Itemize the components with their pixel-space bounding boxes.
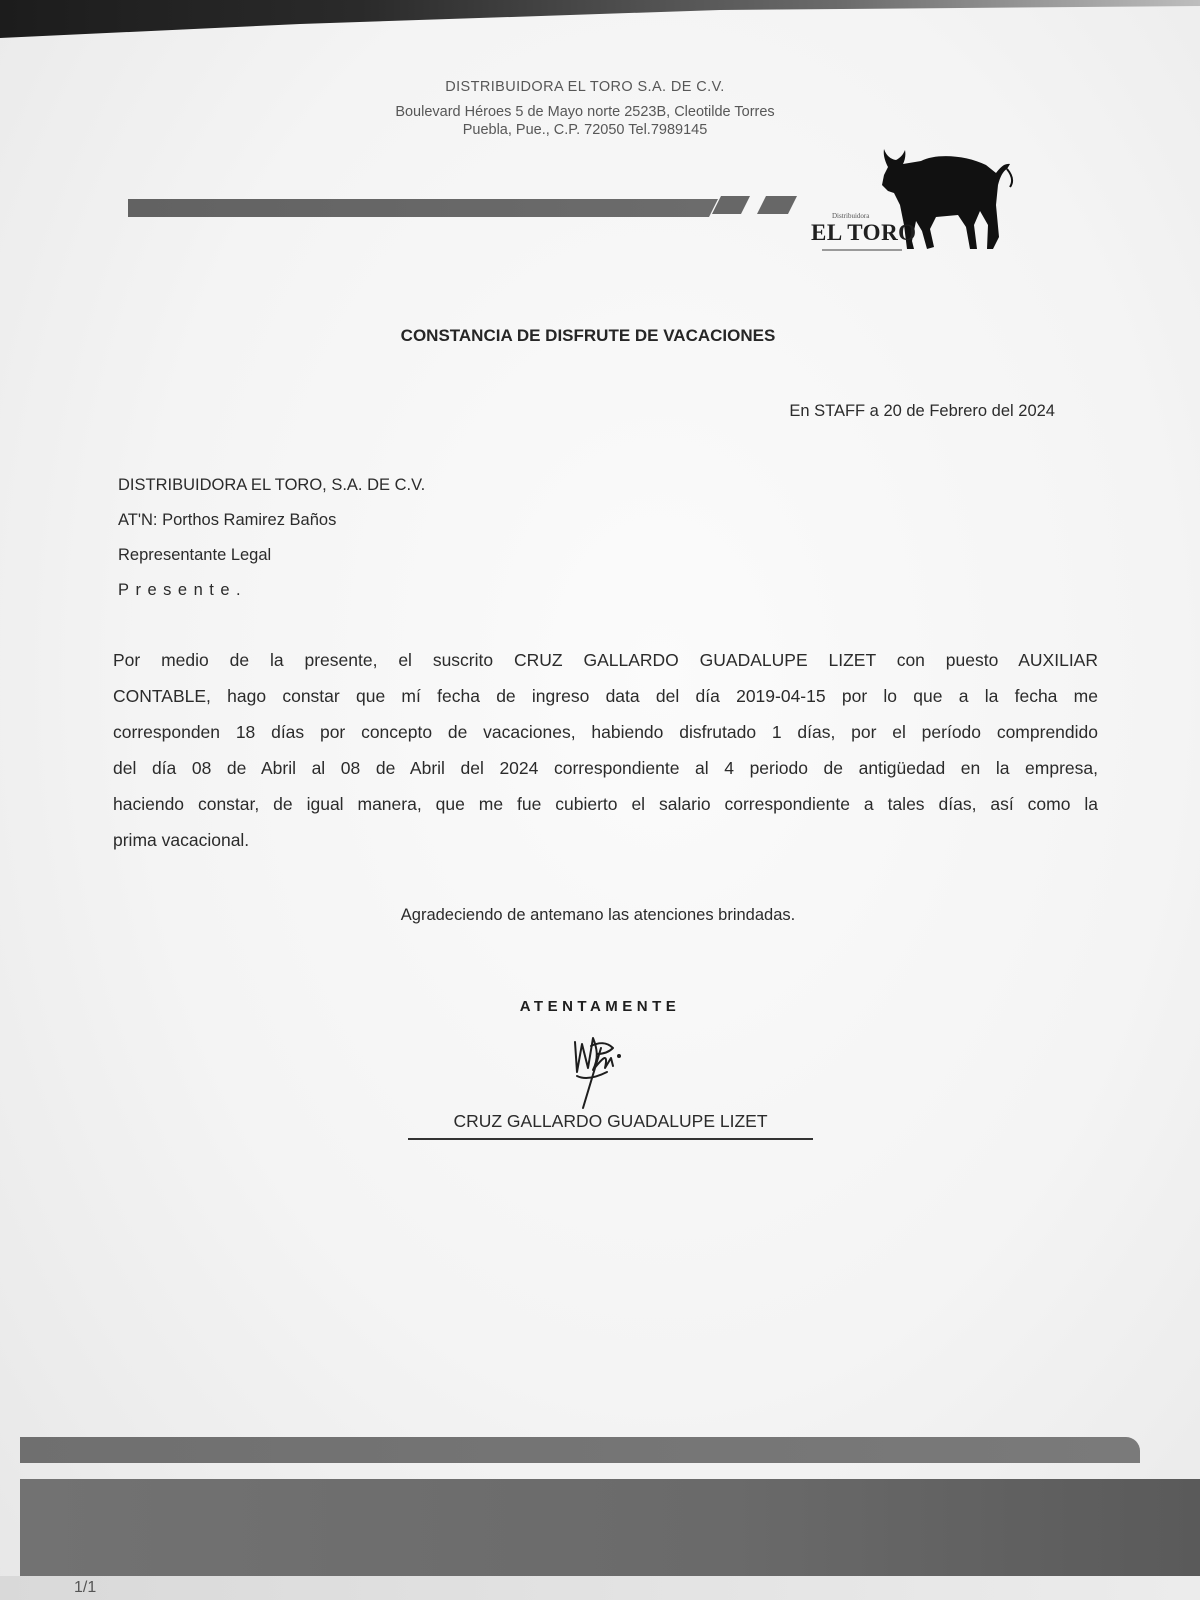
body-paragraph <box>113 642 1098 858</box>
letterhead-address-line2: Puebla, Pue., C.P. 72050 Tel.7989145 <box>462 122 708 138</box>
addressee-role: Representante Legal <box>118 546 272 564</box>
body-line: del día 08 de Abril al 08 de Abril del 2024 correspondiente al 4 periodo de antigüedad en la empresa, <box>113 758 1098 778</box>
addressee-company: DISTRIBUIDORA EL TORO, S.A. DE C.V. <box>118 476 426 494</box>
signature <box>555 1020 645 1115</box>
letterhead <box>285 78 885 139</box>
logo-tagline-mark <box>822 249 902 251</box>
document-title: CONSTANCIA DE DISFRUTE DE VACACIONES <box>400 326 776 345</box>
photo-edge-top <box>0 0 1200 40</box>
logo-brand: EL TORO <box>811 220 917 245</box>
footer-bar <box>20 1437 1140 1463</box>
body-line: corresponden 18 días por concepto de vacaciones, habiendo disfrutado 1 días, por el período comprendido <box>113 722 1098 742</box>
addressee-attn: AT'N: Porthos Ramirez Baños <box>118 511 337 529</box>
letterhead-address-line1: Boulevard Héroes 5 de Mayo norte 2523B, Cleotilde Torres <box>395 104 775 120</box>
addressee-greeting: Presente. <box>118 581 248 599</box>
addressee-block <box>118 468 425 608</box>
letterhead-bar-segment <box>757 196 797 214</box>
logo-subtitle: Distribuidora <box>832 212 870 220</box>
page-indicator: 1/1 <box>74 1579 97 1596</box>
closing-text: Agradeciendo de antemano las atenciones brindadas. <box>400 906 796 924</box>
footer-edge <box>0 1576 1200 1600</box>
signature-line <box>408 1138 813 1140</box>
body-line: prima vacacional. <box>113 830 250 850</box>
sign-off: ATENTAMENTE <box>519 998 681 1015</box>
body-line: Por medio de la presente, el suscrito CRUZ GALLARDO GUADALUPE LIZET con puesto AUXILIAR <box>113 650 1098 670</box>
signer-name: CRUZ GALLARDO GUADALUPE LIZET <box>453 1111 768 1131</box>
footer-band <box>20 1479 1200 1576</box>
date-line: En STAFF a 20 de Febrero del 2024 <box>789 402 1055 420</box>
letterhead-bar-segment <box>712 196 750 214</box>
letterhead-bar <box>128 199 718 217</box>
body-line: haciendo constar, de igual manera, que me fue cubierto el salario correspondiente a tales días, así como la <box>113 794 1098 814</box>
letterhead-company: DISTRIBUIDORA EL TORO S.A. DE C.V. <box>445 79 725 95</box>
body-line: CONTABLE, hago constar que mí fecha de ingreso data del día 2019-04-15 por lo que a la fecha me <box>113 686 1098 706</box>
